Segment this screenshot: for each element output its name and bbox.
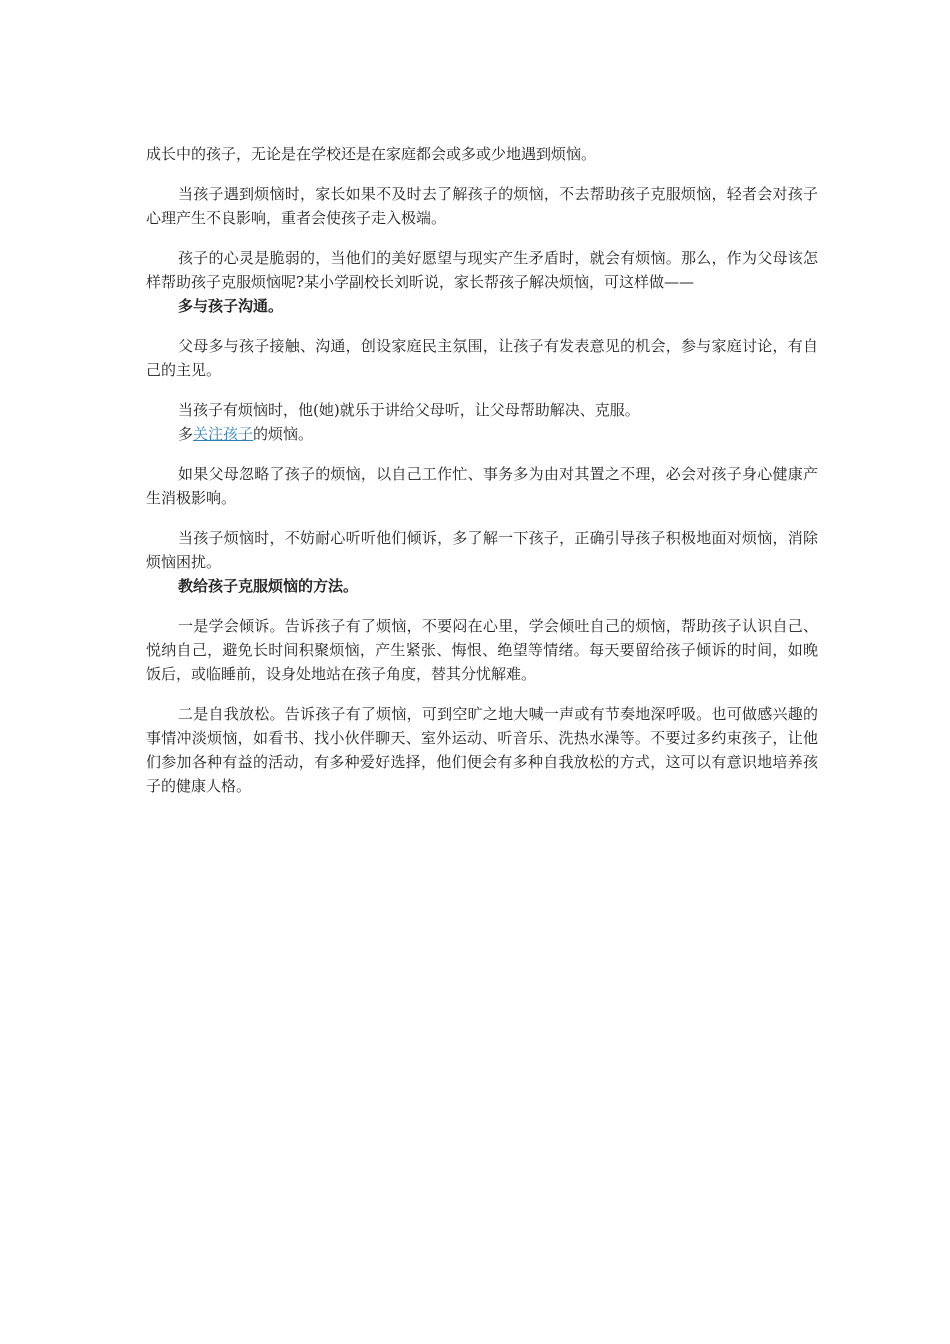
paragraph-advice-intro: 孩子的心灵是脆弱的，当他们的美好愿望与现实产生矛盾时，就会有烦恼。那么，作为父母该怎样帮助孩子克服烦恼呢?某小学副校长刘昕说，家长帮孩子解决烦恼，可这样做——	[146, 249, 818, 291]
paragraph-listen: 当孩子烦恼时，不妨耐心听听他们倾诉，多了解一下孩子，正确引导孩子积极地面对烦恼，消除烦恼困扰。	[146, 529, 818, 571]
document-body	[146, 142, 818, 814]
section-heading-communicate: 多与孩子沟通。	[178, 297, 284, 315]
paragraph-communicate: 父母多与孩子接触、沟通，创设家庭民主氛围，让孩子有发表意见的机会，参与家庭讨论，有自己的主见。	[146, 337, 818, 379]
paragraph-method-relax: 二是自我放松。告诉孩子有了烦恼，可到空旷之地大喊一声或有节奏地深呼吸。也可做感兴趣的事情冲淡烦恼，如看书、找小伙伴聊天、室外运动、听音乐、洗热水澡等。不要过多约束孩子，让他们参加各种有益的活动，有多种爱好选择，他们便会有多种自我放松的方式，这可以有意识地培养孩子的健康人格。	[146, 705, 818, 795]
link-care-for-children[interactable]: 关注孩子	[193, 425, 254, 443]
paragraph-worry-impact: 当孩子遇到烦恼时，家长如果不及时去了解孩子的烦恼，不去帮助孩子克服烦恼，轻者会对孩子心理产生不良影响，重者会使孩子走入极端。	[146, 185, 818, 227]
pay-attention-suffix: 的烦恼。	[253, 425, 314, 443]
paragraph-share-worries: 当孩子有烦恼时，他(她)就乐于讲给父母听，让父母帮助解决、克服。	[178, 401, 640, 419]
paragraph-intro: 成长中的孩子，无论是在学校还是在家庭都会或多或少地遇到烦恼。	[146, 145, 597, 163]
paragraph-neglect: 如果父母忽略了孩子的烦恼，以自己工作忙、事务多为由对其置之不理，必会对孩子身心健康产生消极影响。	[146, 465, 818, 507]
paragraph-method-confide: 一是学会倾诉。告诉孩子有了烦恼，不要闷在心里，学会倾吐自己的烦恼，帮助孩子认识自己、悦纳自己，避免长时间积聚烦恼，产生紧张、悔恨、绝望等情绪。每天要留给孩子倾诉的时间，如晚饭后，或临睡前，设身处地站在孩子角度，替其分忧解难。	[146, 617, 818, 683]
pay-attention-prefix: 多	[178, 425, 194, 443]
section-heading-methods: 教给孩子克服烦恼的方法。	[178, 577, 359, 595]
paragraph-pay-attention	[146, 422, 818, 446]
